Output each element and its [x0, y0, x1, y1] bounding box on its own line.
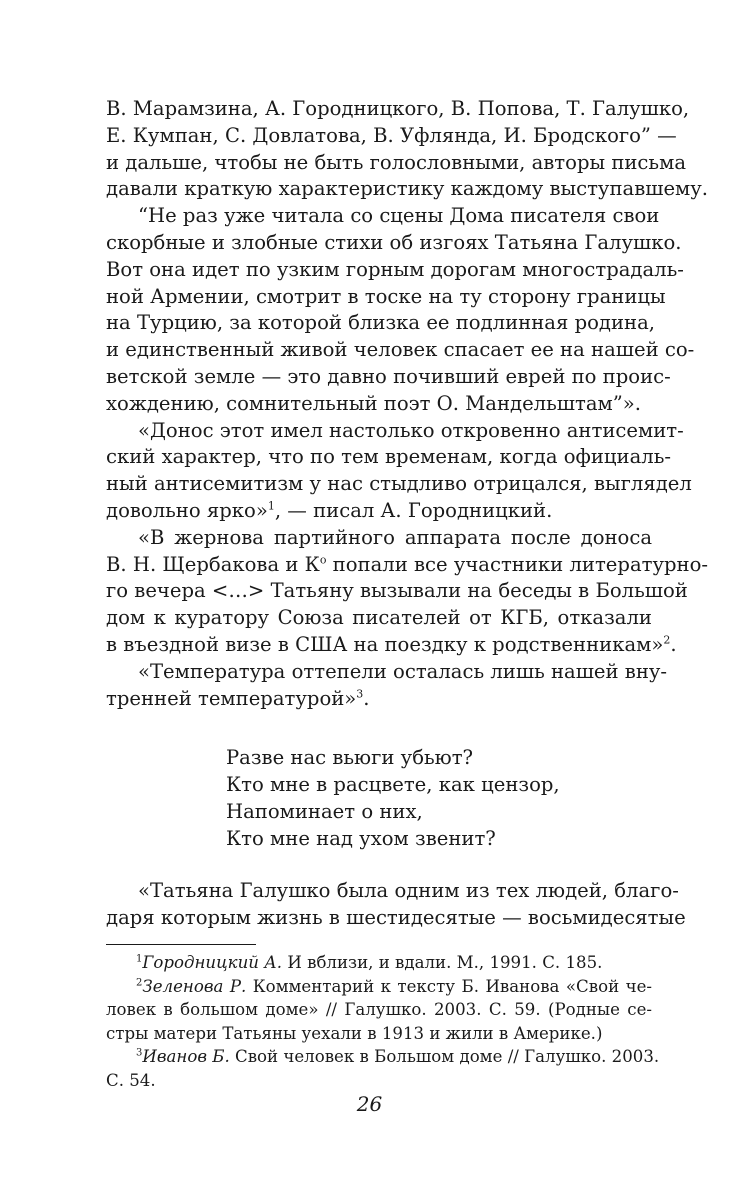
text-line: [106, 686, 652, 713]
text-line: хождению, сомнительный поэт О. Мандельштам”».: [106, 391, 641, 415]
paragraph: [106, 525, 709, 659]
footnote-ref: 2: [663, 633, 671, 647]
text-line: ный антисемитизм у нас стыдливо отрицался, выглядел: [106, 472, 692, 496]
text-line: го вечера <…> Татьяну вызывали на беседы в Большой: [106, 579, 688, 603]
text-fragment: попали все участники литературно-: [326, 552, 709, 576]
text-fragment: В. Н. Щербакова и К: [106, 552, 320, 576]
text-fragment: тренней температурой»: [106, 686, 357, 710]
text-line: «Температура оттепели осталась лишь нашей вну-: [138, 659, 668, 683]
footnote-text: Комментарий к тексту Б. Иванова «Свой че-: [246, 976, 653, 996]
footnote-divider: [106, 944, 256, 945]
footnote: [106, 975, 652, 1046]
text-line: дом к куратору Союза писателей от КГБ, отказали: [106, 606, 652, 630]
text-line: ной Армении, смотрит в тоске на ту сторону границы: [106, 284, 666, 308]
footnote-text: И вблизи, и вдали. М., 1991. С. 185.: [282, 952, 603, 972]
footnote-ref: 3: [356, 687, 364, 700]
text-line: ловек в большом доме» // Галушко. 2003. С. 59. (Родные се-: [106, 1000, 652, 1020]
text-fragment: в въездной визе в США на поездку к родственникам»: [106, 632, 664, 656]
text-fragment: .: [670, 632, 677, 656]
footnote-number: 1: [136, 953, 143, 965]
poem-line: Кто мне над ухом звенит?: [226, 827, 496, 851]
text-line: даря которым жизнь в шестидесятые — восьмидесятые: [106, 906, 686, 930]
text-line: [106, 632, 677, 659]
text-line: давали краткую характеристику каждому выступавшему.: [106, 177, 709, 201]
text-line: Е. Кумпан, С. Довлатова, В. Уфлянда, И. Бродского” —: [106, 123, 677, 147]
text-line: [106, 498, 652, 525]
text-line: «В жернова партийного аппарата после доноса: [138, 525, 652, 549]
poem-line: Разве нас вьюги убьют?: [226, 746, 474, 770]
text-line: [106, 951, 652, 975]
text-line: «Татьяна Галушко была одним из тех людей, благо-: [138, 879, 679, 903]
footnote: [106, 951, 652, 975]
text-line: [106, 552, 709, 579]
paragraph: [106, 96, 709, 203]
footnote-text: Свой человек в Большом доме // Галушко. 2003.: [229, 1047, 660, 1067]
page-body: [106, 96, 709, 1092]
poem-line: Кто мне в расцвете, как цензор,: [226, 773, 560, 797]
footnote-author: Иванов Б.: [142, 1047, 230, 1067]
text-line: Вот она идет по узким горным дорогам многострадаль-: [106, 257, 684, 281]
text-line: «Донос этот имел настолько откровенно антисемит-: [138, 418, 684, 442]
paragraph: [106, 203, 695, 417]
text-line: С. 54.: [106, 1070, 156, 1090]
footnote-ref: 1: [267, 499, 275, 513]
text-line: стры матери Татьяны уехали в 1913 и жили в Америке.): [106, 1023, 603, 1043]
footnote-number: 2: [136, 976, 143, 988]
paragraph: [106, 659, 668, 713]
text-line: ский характер, что по тем временам, когда официаль-: [106, 445, 672, 469]
text-fragment: .: [363, 686, 370, 710]
footnote-author: Городницкий А.: [142, 952, 283, 972]
footnote-author: Зеленова Р.: [142, 976, 247, 996]
text-line: ветской земле — это давно почивший еврей по проис-: [106, 364, 671, 388]
poem-line: Напоминает о них,: [226, 800, 423, 824]
text-fragment: довольно ярко»: [106, 498, 268, 522]
footnote: [106, 1045, 660, 1092]
text-line: [106, 975, 652, 999]
text-line: и дальше, чтобы не быть голословными, авторы письма: [106, 150, 686, 174]
poem: [106, 744, 652, 852]
text-line: на Турцию, за которой близка ее подлинная родина,: [106, 311, 655, 335]
paragraph: [106, 418, 692, 525]
footnotes: [106, 951, 660, 1093]
text-fragment: , — писал А. Городницкий.: [274, 498, 553, 522]
paragraph: [106, 878, 686, 932]
text-line: [106, 1045, 660, 1069]
text-line: “Не раз уже читала со сцены Дома писателя свои: [138, 204, 660, 228]
superscript: о: [319, 553, 327, 567]
text-line: скорбные и злобные стихи об изгоях Татьяна Галушко.: [106, 230, 682, 254]
footnote-number: 3: [136, 1047, 143, 1059]
text-line: В. Марамзина, А. Городницкого, В. Попова, Т. Галушко,: [106, 97, 690, 120]
text-line: и единственный живой человек спасает ее на нашей со-: [106, 338, 695, 362]
page-number: 26: [356, 1092, 383, 1116]
